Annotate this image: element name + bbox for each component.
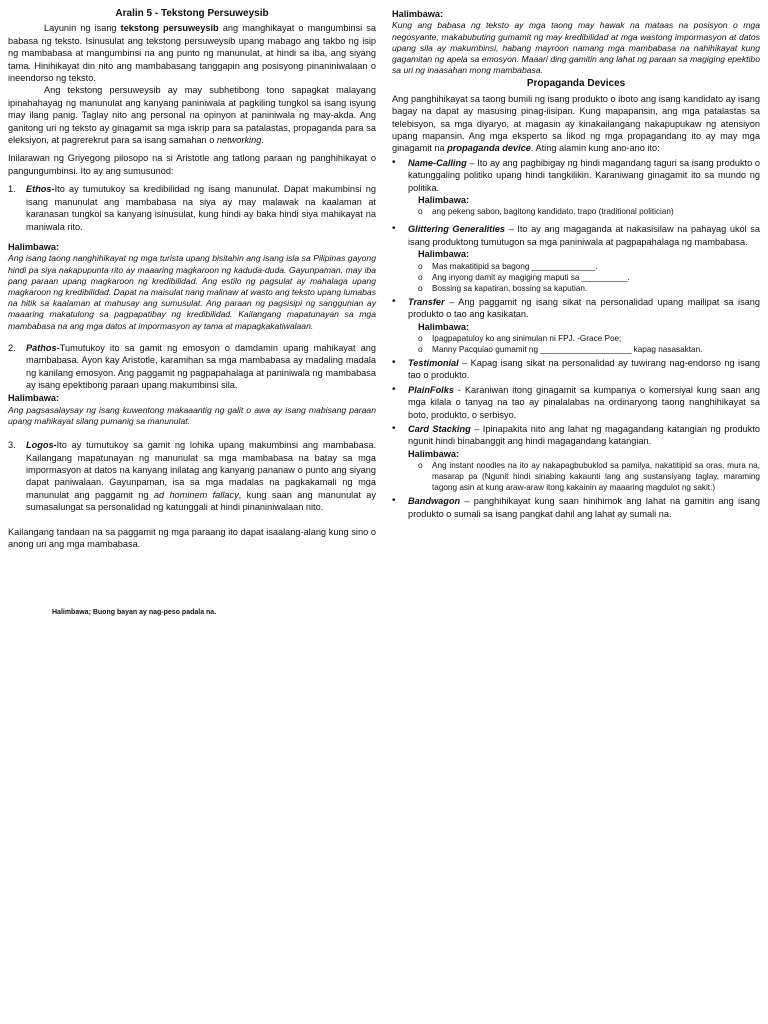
circle-bullet-icon: o <box>418 207 423 217</box>
device-plainfolks: • PlainFolks - Karaniwan itong ginagamit sa kumpanya o komersiyal kung saan ang mga kilala o tanyag na tao ay pinalalabas na ordinaryong taong nanghihikayat sa boto, produkto, o serbisyo. <box>392 383 760 420</box>
bullet-icon: • <box>392 495 396 507</box>
circle-bullet-icon: o <box>418 261 423 271</box>
audience-example-label: Halimbawa: <box>392 9 444 19</box>
device-name-calling: • Name-Calling – Ito ay ang pagbibigay ng hindi magandang taguri sa isang produkto o katunggaling politiko upang hindi tangkilikin. Karaniwang ginagamit ito sa mundo ng politika. Halimbawa: o ang pekeng sabon, bagitong kandidato, trapo (traditional politician) <box>392 156 760 217</box>
bullet-icon: • <box>392 223 396 235</box>
section-title: Propaganda Devices <box>526 78 626 90</box>
propaganda-intro: Ang panghihikayat sa taong bumili ng isang produkto o iboto ang isang kandidato ay isang bagay na dapat ay masusing pinag-iisipan. Kung mapapansin, ang mga patalastas sa telebisyon, sa mga diyaryo, at magasin ay kinakailangang nakapupukaw ng atensiyon upang mapansin. Ang mga eksperto sa likod ng mga propagandang ito ay may mga ginagamit na propaganda device. Ating alamin kung ano-ano ito: <box>392 93 760 154</box>
device-transfer: • Transfer – Ang paggamit ng isang sikat na personalidad upang mailipat sa isang produkto o tao ang kasikatan. Halimbawa: o Ipagpapatuloy ko ang sinimulan ni FPJ. -Grace Poe; o Manny Pacquiao gumamit ng ____________________ kapag nasasaktan. <box>392 295 760 354</box>
footnote: Halimbawa; Buong bayan ay nag-peso padala na. <box>52 609 217 616</box>
right-column <box>392 8 760 520</box>
intro-paragraph: Layunin ng isang tekstong persuweysib ang manghikayat o mangumbinsi sa babasa ng teksto. Isinusulat ang tekstong persuweysib upang mabago ang takbo ng isip ng mambabasa at mangumbinsi na ang punto ng manunulat, at hindi sa iba, ang siyang tama. Hinihikayat din nito ang mambabasang tanggapin ang posisyong pinaniniwalaan o ineendorso ng teksto. <box>8 23 377 84</box>
logos-item: 3. Logos-Ito ay tumutukoy sa gamit ng lohika upang makumbinsi ang mambabasa. Kailangang mapatunayan ng manunulat sa mga mambabasa na batay sa mga impormasyon at datos na kanyang inilatag ang kanyang pananaw o punto ang siyang dapat paniwalaan. Gayunpaman, isa sa mga madalas na pagkakamali ng mga manunulat ang paggamit ng ad hominem fallacy, kung saan ang manunulat ay sumasalungat sa personalidad ng katunggali at hindi pinaniniwalaan nito. <box>8 440 376 513</box>
bullet-icon: • <box>392 422 396 434</box>
circle-bullet-icon: o <box>418 283 423 293</box>
circle-bullet-icon: o <box>418 333 423 343</box>
left-column <box>8 8 376 550</box>
circle-bullet-icon: o <box>418 272 423 282</box>
device-card-stacking: • Card Stacking – Ipinapakita nito ang lahat ng magagandang katangian ng produkto ngunit hindi binabanggit ang hindi magagandang katangian. Halimbawa: o Ang instant noodles na ito ay nakapagbubuklod sa pamilya, nakatitipid sa oras, mura na, masarap pa (Ngunit hindi sinabing kakaunti lang ang sustansiyang taglay, maraming tagong asin at kung araw-araw itong kakainin ay maaaring magdulot ng sakit.) <box>392 422 760 493</box>
bullet-icon: • <box>392 156 396 168</box>
pathos-example-label: Halimbawa: <box>8 393 60 404</box>
ethos-example-label: Halimbawa: <box>8 241 60 252</box>
circle-bullet-icon: o <box>418 461 423 471</box>
ethos-item: 1. Ethos-Ito ay tumutukoy sa kredibilidad ng isang manunulat. Dapat makumbinsi ng isang manunulat ang mambabasa na siya ay may malawak na kaalaman at karanasan tungkol sa kanyang isinusulat, kung hindi ay baka hindi siya mahikayat na maniwala rito. <box>8 184 376 232</box>
closing-paragraph: Kailangang tandaan na sa paggamit ng mga paraang ito dapat isaalang-alang kung sino o anong uri ang mga mambabasa. <box>8 526 376 550</box>
device-testimonial: • Testimonial – Kapag isang sikat na personalidad ay tuwirang nag-endorso ng isang tao o produkto. <box>392 356 760 381</box>
device-glittering-generalities: • Glittering Generalities – Ito ay ang magaganda at nakasisilaw na pahayag ukol sa isang produktong tumutugon sa mga paniniwala at pagpapahalaga ng mambabasa. Halimbawa: o Mas makatitipid sa bagong ______________. o Ang inyong damit ay magiging maputi sa __________. o Bossing sa kapatiran, bossing sa kaputian. <box>392 223 760 293</box>
pathos-item: 2. Pathos-Tumutukoy ito sa gamit ng emosyon o damdamin upang mahikayat ang mambabasa. Ayon kay Aristotle, karamihan sa mga mambabasa ay madaling madala ng kanilang emosyon. Ang paggamit ng pagpapahalaga at paniniwala ng mambabasa ay isang epektibong paraan upang makumbinsi sila. <box>8 342 376 390</box>
subjective-paragraph: Ang tekstong persuweysib ay may subhetibong tono sapagkat malayang ipinahahayag ng manunulat ang kanyang paniniwala at pagkiling tungkol sa isang isyung may ilang panig. Taglay nito ang personal na opinyon at paniniwala ng may-akda. Ang ganitong uri ng teksto ay ginagamit sa mga iskrip para sa patalastas, propaganda para sa eleksiyon, at pagrerekrut para sa isang samahan o networking. <box>8 85 376 146</box>
bullet-icon: • <box>392 295 396 307</box>
aristotle-paragraph: Inilarawan ng Griyegong pilosopo na si Aristotle ang tatlong paraan ng panghihikayat o pangungumbinsi. Ito ay ang sumusunod: <box>8 153 376 176</box>
device-bandwagon: • Bandwagon – panghihikayat kung saan hinihimok ang lahat na gamitin ang isang produkto o sumali sa isang pangkat dahil ang lahat ay sumali na. <box>392 495 760 519</box>
ethos-example: Ang isang taong nanghihikayat ng mga turista upang bisitahin ang isang isla sa Pilipinas gayong hindi pa siya nakapupunta rito ay maaaring magkaroon ng kaduda-duda. Gayunpaman, may iba pang paraan upang magkaroon ng kredibilidad. Ang estilo ng pagsulat ay mahalaga upang magkaroon ng kredibilidad. Dapat na maisulat nang malinaw at wasto ang teksto upang lumabas na hitik sa kaalaman at mahusay ang sumusulat. Ang paraan ng pagsisipi ng sanggunian ay maaaring makatulong sa pagpapatibay ng kredibilidad. Kailangang mapatunayan sa mga mambabasa na ang mga datos at impormasyon ay tama at mapagkakatiwalaan. <box>8 253 376 331</box>
bullet-icon: • <box>392 383 396 395</box>
bullet-icon: • <box>392 356 396 368</box>
pathos-example: Ang pagsasalaysay ng isang kuwentong makaaantig ng galit o awa ay isang mabisang paraan upang mahikayat silang pumanig sa manunulat. <box>8 404 376 426</box>
lesson-title: Aralin 5 - Tekstong Persuweysib <box>115 8 269 19</box>
audience-example: Kung ang babasa ng teksto ay mga taong may hawak na mataas na posisyon o mga negosyante, makabubuting gumamit ng may kredibilidad at mga wastong impormasyon at datos upang sila ay makumbinsi, habang mayroon namang mga mambabasa na nahihikayat kung gagamitan ng apela sa emosyon. Maaari ding gamitin ang lahat ng paraan sa magiging epektibo sa uri ng inaasahan mong mambabasa. <box>392 20 760 76</box>
circle-bullet-icon: o <box>418 344 423 354</box>
